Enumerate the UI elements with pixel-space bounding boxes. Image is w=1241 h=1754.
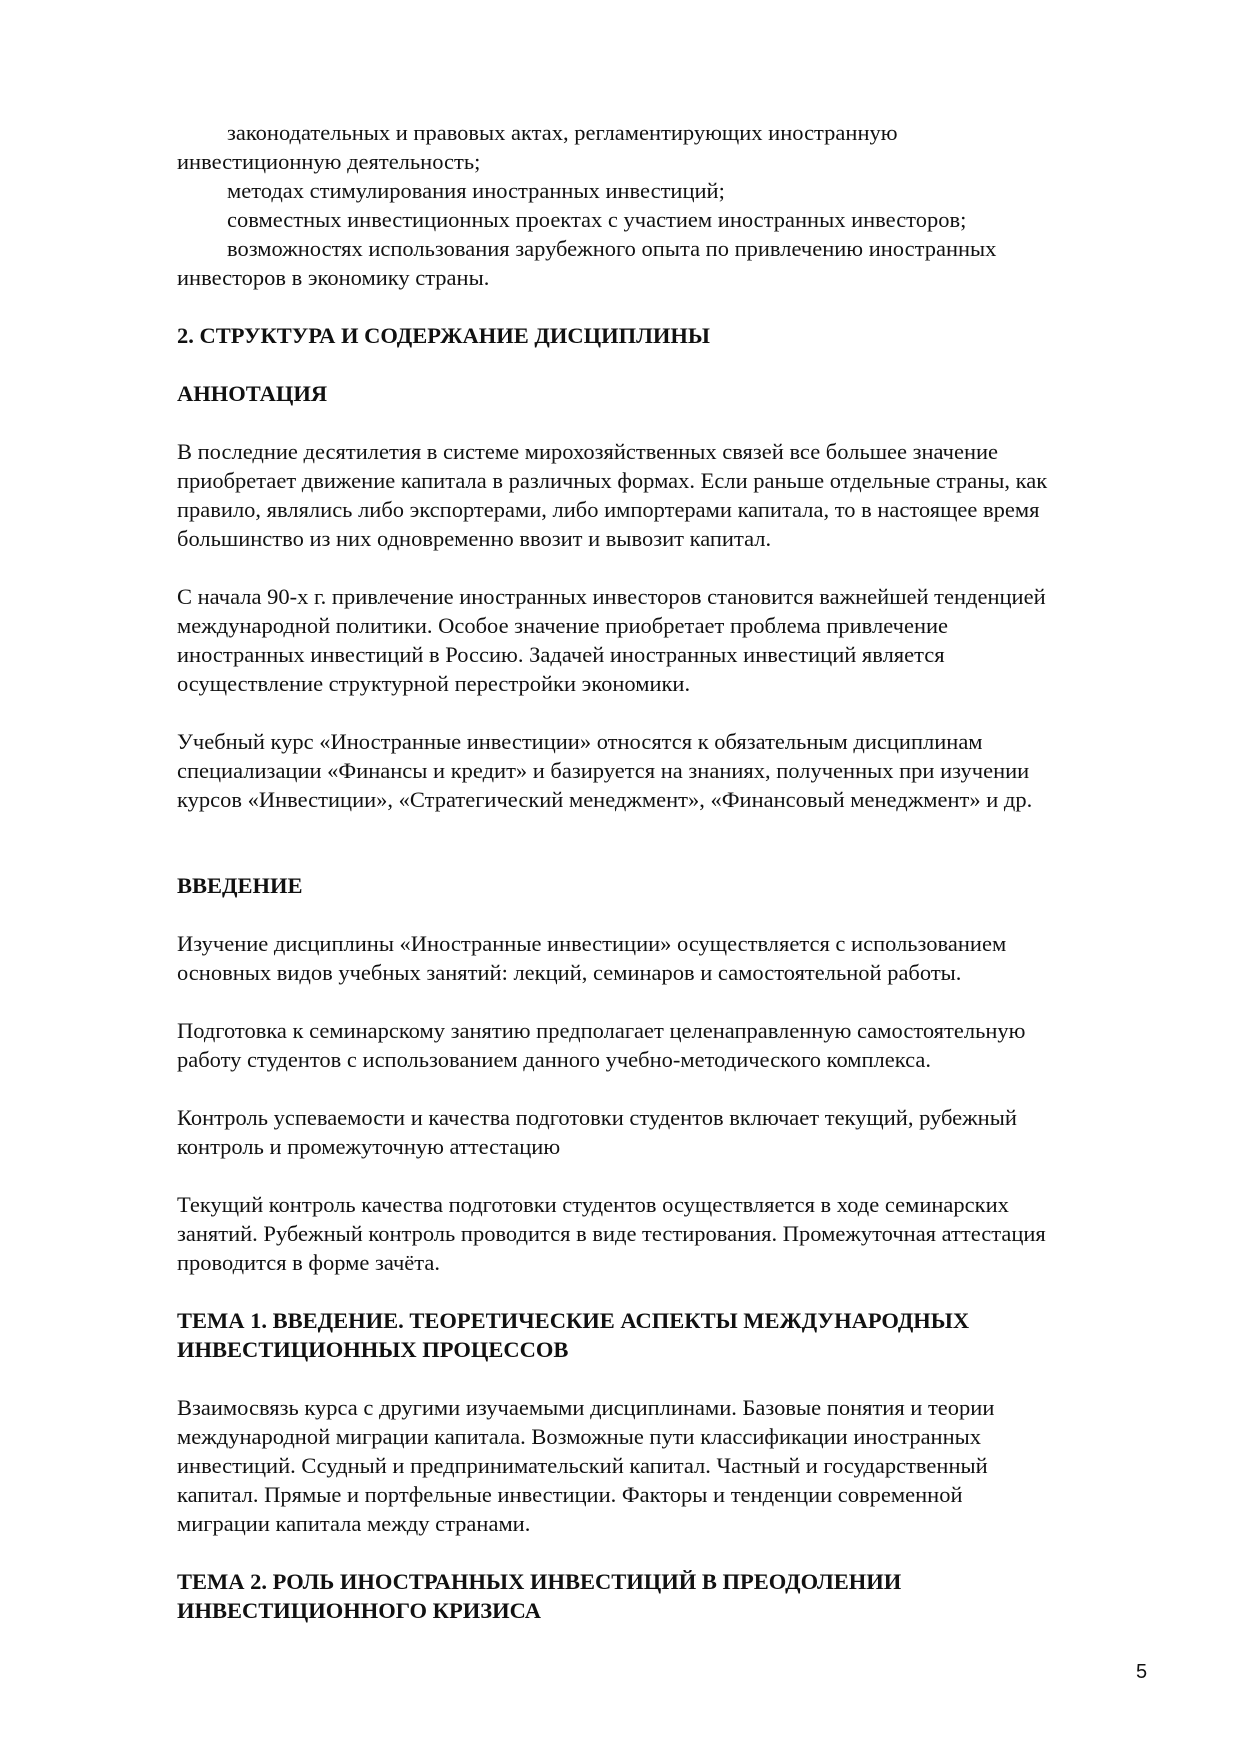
- paragraph-line: контроль и промежуточную аттестацию: [177, 1134, 561, 1159]
- paragraph-line: В последние десятилетия в системе мирохозяйственных связей все большее значение: [177, 439, 999, 464]
- heading-line: ТЕМА 2. РОЛЬ ИНОСТРАННЫХ ИНВЕСТИЦИЙ В ПРЕОДОЛЕНИИ: [177, 1569, 902, 1594]
- document-page: [177, 118, 1157, 1654]
- annotation-paragraph-2: [177, 582, 1157, 698]
- intro-list: [177, 118, 1157, 292]
- introduction-paragraph-4: [177, 1190, 1157, 1277]
- section-heading-structure: 2. СТРУКТУРА И СОДЕРЖАНИЕ ДИСЦИПЛИНЫ: [177, 323, 710, 348]
- paragraph-line: капитал. Прямые и портфельные инвестиции. Факторы и тенденции современной: [177, 1482, 963, 1507]
- introduction-paragraph-2: [177, 1016, 1157, 1074]
- paragraph-line: осуществление структурной перестройки экономики.: [177, 671, 691, 696]
- heading-introduction: ВВЕДЕНИЕ: [177, 873, 303, 898]
- topic2-heading: [177, 1567, 1157, 1625]
- list-item-line: инвестиционную деятельность;: [177, 149, 481, 174]
- paragraph-line: правило, являлись либо экспортерами, либо импортерами капитала, то в настоящее время: [177, 497, 1040, 522]
- paragraph-line: инвестиций. Ссудный и предпринимательский капитал. Частный и государственный: [177, 1453, 988, 1478]
- topic1-body: [177, 1393, 1157, 1538]
- paragraph-line: специализации «Финансы и кредит» и базируется на знаниях, полученных при изучении: [177, 758, 1030, 783]
- paragraph-line: проводится в форме зачёта.: [177, 1250, 441, 1275]
- paragraph-line: большинство из них одновременно ввозит и вывозит капитал.: [177, 526, 772, 551]
- paragraph-line: иностранных инвестиций в Россию. Задачей иностранных инвестиций является: [177, 642, 945, 667]
- paragraph-line: Подготовка к семинарскому занятию предполагает целенаправленную самостоятельную: [177, 1018, 1026, 1043]
- paragraph-line: Учебный курс «Иностранные инвестиции» относятся к обязательным дисциплинам: [177, 729, 983, 754]
- paragraph-line: миграции капитала между странами.: [177, 1511, 531, 1536]
- paragraph-line: занятий. Рубежный контроль проводится в виде тестирования. Промежуточная аттестация: [177, 1221, 1046, 1246]
- heading-annotation: АННОТАЦИЯ: [177, 381, 328, 406]
- paragraph-line: работу студентов с использованием данного учебно-методического комплекса.: [177, 1047, 932, 1072]
- list-item-line: инвесторов в экономику страны.: [177, 265, 490, 290]
- list-item-line: методах стимулирования иностранных инвестиций;: [227, 178, 725, 203]
- introduction-paragraph-1: [177, 929, 1157, 987]
- paragraph-line: Взаимосвязь курса с другими изучаемыми дисциплинами. Базовые понятия и теории: [177, 1395, 995, 1420]
- paragraph-line: приобретает движение капитала в различных формах. Если раньше отдельные страны, как: [177, 468, 1048, 493]
- paragraph-line: основных видов учебных занятий: лекций, семинаров и самостоятельной работы.: [177, 960, 962, 985]
- list-item-line: возможностях использования зарубежного опыта по привлечению иностранных: [227, 236, 997, 261]
- annotation-paragraph-1: [177, 437, 1157, 553]
- paragraph-line: Контроль успеваемости и качества подготовки студентов включает текущий, рубежный: [177, 1105, 1017, 1130]
- paragraph-line: международной политики. Особое значение приобретает проблема привлечение: [177, 613, 949, 638]
- list-item-line: совместных инвестиционных проектах с участием иностранных инвесторов;: [227, 207, 967, 232]
- introduction-paragraph-3: [177, 1103, 1157, 1161]
- paragraph-line: Текущий контроль качества подготовки студентов осуществляется в ходе семинарских: [177, 1192, 1009, 1217]
- paragraph-line: С начала 90-х г. привлечение иностранных инвесторов становится важнейшей тенденцией: [177, 584, 1046, 609]
- topic1-heading: [177, 1306, 1157, 1364]
- heading-line: ТЕМА 1. ВВЕДЕНИЕ. ТЕОРЕТИЧЕСКИЕ АСПЕКТЫ МЕЖДУНАРОДНЫХ: [177, 1308, 970, 1333]
- annotation-paragraph-3: [177, 727, 1157, 814]
- paragraph-line: курсов «Инвестиции», «Стратегический менеджмент», «Финансовый менеджмент» и др.: [177, 787, 1033, 812]
- heading-line: ИНВЕСТИЦИОННОГО КРИЗИСА: [177, 1598, 541, 1623]
- heading-line: ИНВЕСТИЦИОННЫХ ПРОЦЕССОВ: [177, 1337, 569, 1362]
- page-number: 5: [1136, 1661, 1148, 1683]
- paragraph-line: Изучение дисциплины «Иностранные инвестиции» осуществляется с использованием: [177, 931, 1007, 956]
- list-item-line: законодательных и правовых актах, регламентирующих иностранную: [227, 120, 898, 145]
- paragraph-line: международной миграции капитала. Возможные пути классификации иностранных: [177, 1424, 982, 1449]
